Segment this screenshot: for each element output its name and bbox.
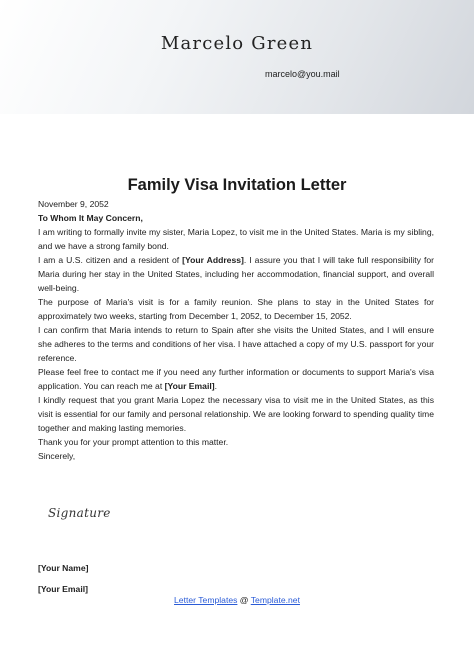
paragraph-request: I kindly request that you grant Maria Lopez the necessary visa to visit me in the United States, as this visit is essential for our family and personal relationship. We are looking forward to spending quality time together and making lasting memories. bbox=[38, 395, 434, 433]
address-placeholder: [Your Address] bbox=[182, 255, 244, 265]
closing: Sincerely, bbox=[38, 451, 76, 461]
your-name-placeholder: [Your Name] bbox=[38, 563, 89, 573]
paragraph-contact-text-2: . bbox=[214, 381, 217, 391]
paragraph-contact-text: Please feel free to contact me if you need any further information or documents to support Maria's visa application. You can reach me at bbox=[38, 367, 434, 391]
letter-body bbox=[38, 197, 434, 463]
paragraph-contact bbox=[38, 365, 434, 393]
sender-name: Marcelo Green bbox=[160, 33, 314, 54]
footer-separator: @ bbox=[237, 595, 251, 605]
sender-email: marcelo@you.mail bbox=[265, 69, 340, 79]
paragraph-residency-text: I am a U.S. citizen and a resident of bbox=[38, 255, 183, 265]
letter-templates-link[interactable]: Letter Templates bbox=[174, 595, 238, 605]
salutation: To Whom It May Concern, bbox=[38, 213, 143, 223]
paragraph-residency bbox=[38, 253, 434, 295]
email-placeholder: [Your Email] bbox=[164, 381, 215, 391]
paragraph-intro: I am writing to formally invite my sister, Maria Lopez, to visit me in the United States. Maria is my sibling, and we have a strong family bond. bbox=[38, 227, 434, 251]
footer bbox=[0, 595, 474, 605]
paragraph-thanks: Thank you for your prompt attention to this matter. bbox=[38, 437, 229, 447]
your-email-placeholder: [Your Email] bbox=[38, 584, 88, 594]
letter-title: Family Visa Invitation Letter bbox=[127, 176, 347, 194]
letter-date: November 9, 2052 bbox=[38, 199, 109, 209]
letterhead bbox=[0, 0, 474, 114]
signer-block bbox=[38, 558, 88, 600]
paragraph-residency-text-2: . I assure you that I will take full responsibility for Maria during her stay in the United States, including her accommodation, financial support, and overall well-being. bbox=[38, 255, 435, 293]
paragraph-purpose: The purpose of Maria's visit is for a family reunion. She plans to stay in the United States for approximately two weeks, starting from December 1, 2052, to December 15, 2052. bbox=[38, 297, 434, 321]
template-net-link[interactable]: Template.net bbox=[250, 595, 300, 605]
paragraph-return: I can confirm that Maria intends to return to Spain after she visits the United States, and I will ensure she adheres to the terms and conditions of her visa. I have attached a copy of my U.S. passport for your reference. bbox=[38, 325, 434, 363]
signature: Signature bbox=[48, 506, 111, 520]
